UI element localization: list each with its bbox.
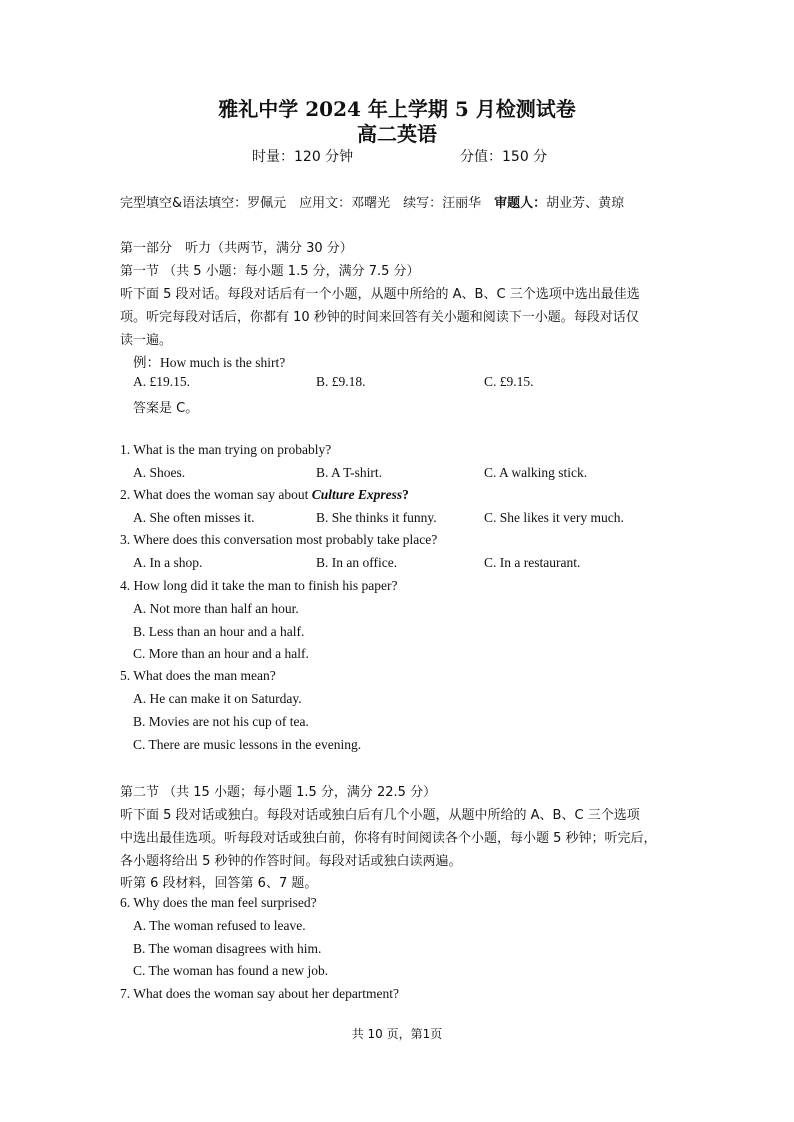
example-question: 例：How much is the shirt?	[133, 355, 286, 370]
q1-option-b: B. A T-shirt.	[316, 465, 383, 480]
question-6: 6. Why does the man feel surprised?	[120, 895, 317, 910]
section1-heading: 第一节 （共 5 小题：每小题 1.5 分，满分 7.5 分）	[120, 264, 420, 279]
q4-option-a: A. Not more than half an hour.	[133, 601, 299, 616]
question-2	[120, 487, 409, 503]
question-2-mark: ?	[402, 487, 409, 502]
section1-instructions-line: 项。听完每段对话后，你都有 10 秒钟的时间来回答有关小题和阅读下一小题。每段对话仅	[120, 310, 639, 325]
question-2-text: 2. What does the woman say about	[120, 487, 312, 502]
reviewer-label: 审题人：	[494, 196, 547, 211]
example-answer: 答案是 C。	[133, 401, 199, 416]
total-score: 分值：150 分	[460, 149, 548, 165]
time-limit: 时量：120 分钟	[252, 149, 354, 165]
q3-option-c: C. In a restaurant.	[484, 555, 581, 570]
reviewer-names: 胡业芳、黄琼	[546, 196, 625, 211]
credits-authors: 完型填空&语法填空：罗佩元 应用文：邓曙光 续写：汪丽华	[120, 196, 495, 211]
example-option-a: A. £19.15.	[133, 374, 190, 389]
credits-line	[120, 192, 624, 211]
question-3: 3. Where does this conversation most probably take place?	[120, 532, 438, 547]
section2-heading: 第二节 （共 15 小题；每小题 1.5 分，满分 22.5 分）	[120, 785, 437, 800]
section2-instructions-line: 听下面 5 段对话或独白。每段对话或独白后有几个小题，从题中所给的 A、B、C 三个选项	[120, 808, 640, 823]
question-2-program-name: Culture Express	[311, 487, 403, 502]
q6-option-a: A. The woman refused to leave.	[133, 918, 306, 933]
q4-option-b: B. Less than an hour and a half.	[133, 624, 305, 639]
q1-option-a: A. Shoes.	[133, 465, 186, 480]
q2-option-b: B. She thinks it funny.	[316, 510, 437, 525]
q6-option-c: C. The woman has found a new job.	[133, 963, 329, 978]
example-option-c: C. £9.15.	[484, 374, 534, 389]
q1-option-c: C. A walking stick.	[484, 465, 588, 480]
q5-option-c: C. There are music lessons in the evening.	[133, 737, 362, 752]
question-4: 4. How long did it take the man to finish his paper?	[120, 578, 398, 593]
section2-instructions-line: 中选出最佳选项。听每段对话或独白前，你将有时间阅读各个小题，每小题 5 秒钟；听完后，	[120, 831, 657, 846]
q5-option-a: A. He can make it on Saturday.	[133, 691, 302, 706]
q6-option-b: B. The woman disagrees with him.	[133, 941, 322, 956]
question-5: 5. What does the man mean?	[120, 668, 276, 683]
q5-option-b: B. Movies are not his cup of tea.	[133, 714, 309, 729]
page-footer: 共 10 页，第1页	[351, 1027, 443, 1041]
q3-option-b: B. In an office.	[316, 555, 398, 570]
exam-subtitle: 高二英语	[357, 122, 437, 146]
example-option-b: B. £9.18.	[316, 374, 366, 389]
exam-title: 雅礼中学 2024 年上学期 5 月检测试卷	[218, 97, 576, 121]
section2-instructions-line: 各小题将给出 5 秒钟的作答时间。每段对话或独白读两遍。	[120, 854, 462, 869]
question-7: 7. What does the woman say about her department?	[120, 986, 400, 1001]
section1-instructions-line: 读一遍。	[120, 333, 173, 348]
material-6-note: 听第 6 段材料，回答第 6、7 题。	[120, 876, 318, 891]
q2-option-c: C. She likes it very much.	[484, 510, 624, 525]
part1-heading: 第一部分 听力（共两节，满分 30 分）	[120, 241, 353, 256]
q4-option-c: C. More than an hour and a half.	[133, 646, 309, 661]
question-1: 1. What is the man trying on probably?	[120, 442, 332, 457]
q3-option-a: A. In a shop.	[133, 555, 203, 570]
q2-option-a: A. She often misses it.	[133, 510, 255, 525]
section1-instructions-line: 听下面 5 段对话。每段对话后有一个小题，从题中所给的 A、B、C 三个选项中选出最佳选	[120, 287, 640, 302]
